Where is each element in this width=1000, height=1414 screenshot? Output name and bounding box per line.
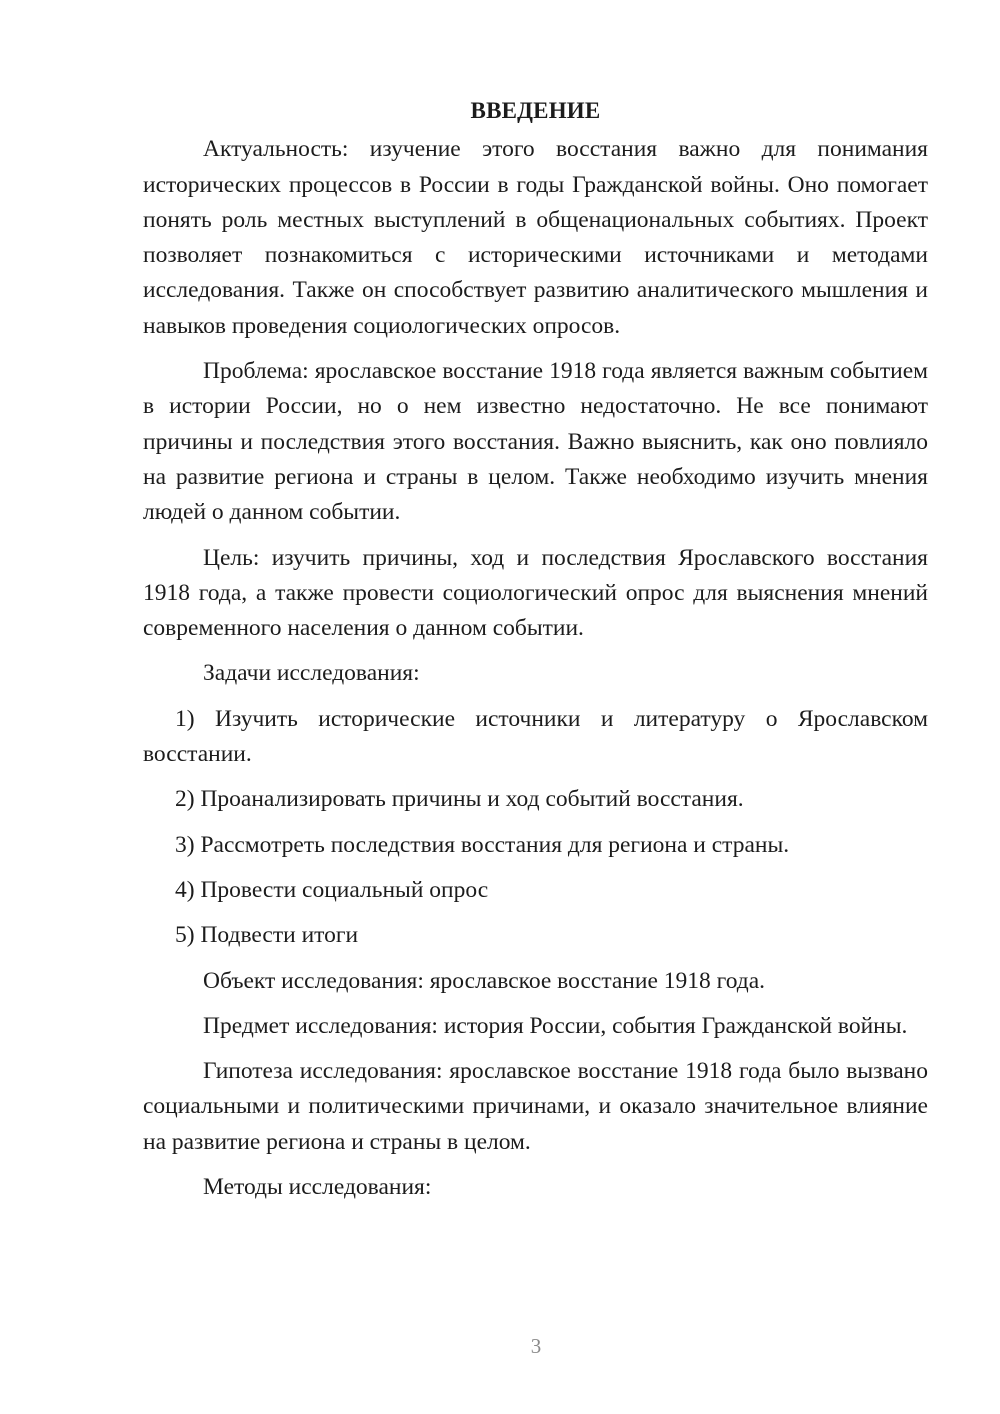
task-item: 5) Подвести итоги <box>175 922 359 949</box>
object-paragraph: Объект исследования: ярославское восстание 1918 года. <box>203 967 766 994</box>
goal-paragraph: Цель: изучить причины, ход и последствия Ярославского восстания 1918 года, а также провести социологический опрос для выяснения мнений современного населения о данном событии. <box>143 544 928 642</box>
tasks-heading: Задачи исследования: <box>203 660 420 687</box>
problem-paragraph: Проблема: ярославское восстание 1918 года является важным событием в истории России, но о нем известно недостаточно. Не все понимают причины и последствия этого восстания. Важно выяснить, как оно повлияло на развитие региона и страны в целом. Также необходимо изучить мнения людей о данном событии. <box>143 358 928 526</box>
relevance-paragraph: Актуальность: изучение этого восстания важно для понимания исторических процессов в России в годы Гражданской войны. Оно помогает понять роль местных выступлений в общенациональных событиях. Проект позволяет познакомиться с историческими источниками и методами исследования. Также он способствует развитию аналитического мышления и навыков проведения социологических опросов. <box>143 136 928 339</box>
hypothesis-paragraph: Гипотеза исследования: ярославское восстание 1918 года было вызвано социальными и политическими причинами, и оказало значительное влияние на развитие региона и страны в целом. <box>143 1058 928 1155</box>
page-number: 3 <box>530 1334 542 1358</box>
page-content <box>143 93 928 1215</box>
task-item: 2) Проанализировать причины и ход событий восстания. <box>175 786 744 813</box>
methods-heading: Методы исследования: <box>203 1174 432 1201</box>
task-item: 3) Рассмотреть последствия восстания для региона и страны. <box>175 831 790 858</box>
section-title: ВВЕДЕНИЕ <box>470 98 601 123</box>
task-item: 4) Провести социальный опрос <box>175 876 489 903</box>
task-item: 1) Изучить исторические источники и литературу о Ярославском восстании. <box>143 705 928 768</box>
subject-paragraph: Предмет исследования: история России, события Гражданской войны. <box>203 1012 908 1039</box>
